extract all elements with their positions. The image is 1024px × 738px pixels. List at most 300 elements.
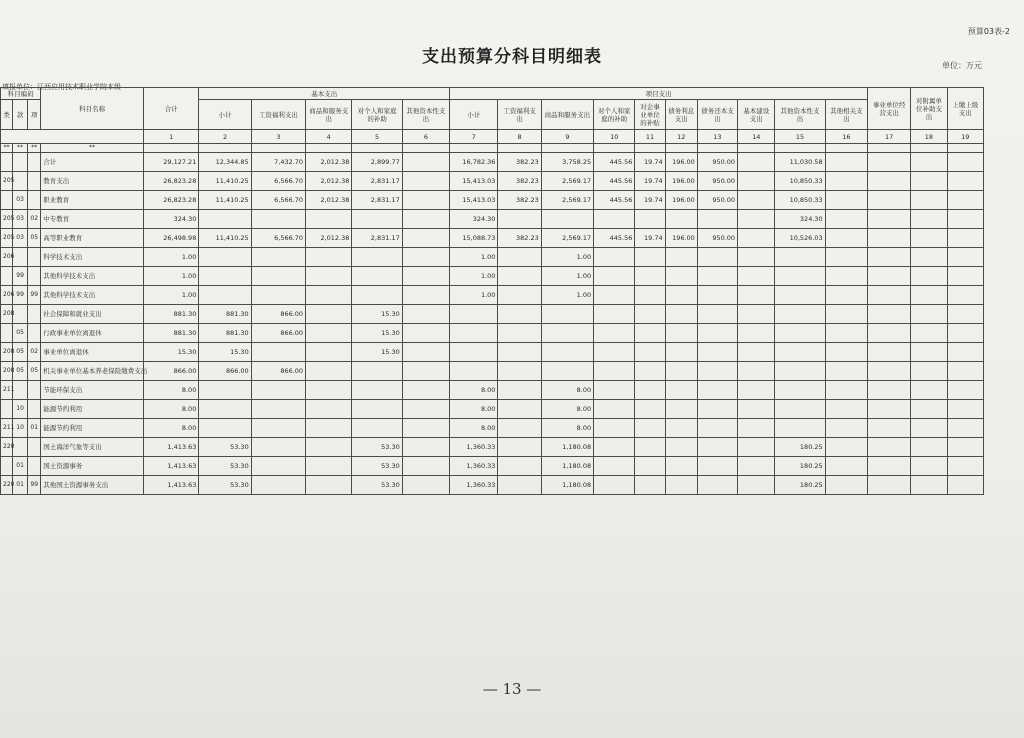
project-amount-cell xyxy=(541,362,593,381)
project-amount-cell xyxy=(594,400,635,419)
project-amount-cell: 1,360.33 xyxy=(450,476,498,495)
basic-amount-cell: 881.30 xyxy=(199,305,251,324)
project-amount-cell xyxy=(825,400,867,419)
project-amount-cell xyxy=(697,438,737,457)
subject-name-cell: 能源节约利用 xyxy=(41,400,144,419)
total-header: 合计 xyxy=(143,88,198,130)
basic-amount-cell: 2,831.17 xyxy=(352,229,402,248)
subject-name-cell: 其他国土资源事务支出 xyxy=(41,476,144,495)
other-amount-cell xyxy=(911,400,947,419)
other-amount-cell xyxy=(947,400,983,419)
basic-amount-cell xyxy=(199,210,251,229)
index-blank-cell xyxy=(1,130,144,144)
column-index-cell: 11 xyxy=(635,130,665,144)
marker-cell xyxy=(738,144,775,153)
project-amount-cell: 196.00 xyxy=(665,229,697,248)
basic-amount-cell: 2,899.77 xyxy=(352,153,402,172)
basic-amount-cell xyxy=(306,324,352,343)
basic-amount-cell xyxy=(402,267,449,286)
project-amount-cell xyxy=(594,419,635,438)
basic-amount-cell: 11,410.25 xyxy=(199,191,251,210)
project-amount-cell: 196.00 xyxy=(665,153,697,172)
basic-amount-cell xyxy=(402,305,449,324)
basic-amount-cell xyxy=(352,267,402,286)
basic-amount-cell xyxy=(402,362,449,381)
project-amount-cell: 445.56 xyxy=(594,229,635,248)
basic-amount-cell xyxy=(402,210,449,229)
basic-col-header: 对个人和家庭的补助 xyxy=(352,100,402,130)
basic-amount-cell: 881.30 xyxy=(199,324,251,343)
table-row xyxy=(1,476,984,495)
project-amount-cell xyxy=(635,305,665,324)
project-amount-cell: 445.56 xyxy=(594,191,635,210)
basic-amount-cell xyxy=(251,343,305,362)
table-row xyxy=(1,362,984,381)
project-amount-cell xyxy=(697,362,737,381)
other-amount-cell xyxy=(947,324,983,343)
xiang-code-cell: 99 xyxy=(28,476,41,495)
project-amount-cell: 15,088.73 xyxy=(450,229,498,248)
basic-amount-cell xyxy=(199,248,251,267)
lei-code-cell: 206 xyxy=(1,248,13,267)
project-amount-cell: 2,569.17 xyxy=(541,229,593,248)
project-amount-cell xyxy=(635,381,665,400)
table-row xyxy=(1,419,984,438)
basic-amount-cell xyxy=(402,286,449,305)
total-cell: 1,413.63 xyxy=(143,476,198,495)
marker-cell xyxy=(498,144,541,153)
basic-amount-cell: 6,566.70 xyxy=(251,229,305,248)
other-amount-cell xyxy=(911,286,947,305)
basic-amount-cell: 15.30 xyxy=(199,343,251,362)
lei-code-cell: 206 xyxy=(1,286,13,305)
project-amount-cell: 15,413.03 xyxy=(450,191,498,210)
page-title: 支出预算分科目明细表 xyxy=(422,47,602,67)
basic-amount-cell xyxy=(251,210,305,229)
basic-amount-cell xyxy=(402,419,449,438)
basic-amount-cell: 15.30 xyxy=(352,324,402,343)
project-amount-cell xyxy=(775,381,825,400)
project-amount-cell xyxy=(665,305,697,324)
other-amount-cell xyxy=(947,438,983,457)
project-amount-cell xyxy=(738,438,775,457)
project-amount-cell xyxy=(594,286,635,305)
basic-amount-cell xyxy=(199,419,251,438)
marker-cell xyxy=(306,144,352,153)
basic-amount-cell xyxy=(199,381,251,400)
other-amount-cell xyxy=(911,476,947,495)
project-amount-cell xyxy=(697,343,737,362)
project-amount-cell xyxy=(697,381,737,400)
project-amount-cell xyxy=(738,267,775,286)
basic-amount-cell: 53.30 xyxy=(199,457,251,476)
basic-amount-cell xyxy=(251,438,305,457)
project-amount-cell xyxy=(738,191,775,210)
project-amount-cell xyxy=(697,248,737,267)
code-group-header: 科目编码 xyxy=(1,88,41,100)
subject-name-cell: 职业教育 xyxy=(41,191,144,210)
column-index-cell: 12 xyxy=(665,130,697,144)
other-amount-cell xyxy=(868,343,911,362)
column-index-cell: 16 xyxy=(825,130,867,144)
project-amount-cell xyxy=(825,419,867,438)
subject-name-cell: 能源节约利用 xyxy=(41,419,144,438)
marker-cell xyxy=(665,144,697,153)
column-index-cell: 5 xyxy=(352,130,402,144)
project-amount-cell: 324.30 xyxy=(450,210,498,229)
basic-col-header: 商品和服务支出 xyxy=(306,100,352,130)
project-col-header: 债务利息支出 xyxy=(665,100,697,130)
marker-cell: ** xyxy=(28,144,41,153)
project-amount-cell xyxy=(594,476,635,495)
project-amount-cell: 1.00 xyxy=(541,286,593,305)
project-amount-cell xyxy=(775,267,825,286)
basic-amount-cell: 15.30 xyxy=(352,305,402,324)
table-row xyxy=(1,229,984,248)
total-cell: 1,413.63 xyxy=(143,438,198,457)
basic-amount-cell xyxy=(402,381,449,400)
project-amount-cell xyxy=(738,362,775,381)
column-index-cell: 19 xyxy=(947,130,983,144)
other-amount-cell xyxy=(868,172,911,191)
table-row xyxy=(1,400,984,419)
other-amount-cell xyxy=(868,191,911,210)
tail-col-header: 对附属单位补助支出 xyxy=(911,88,947,130)
subject-name-cell: 国土资源事务 xyxy=(41,457,144,476)
marker-cell xyxy=(143,144,198,153)
project-col-header: 对个人和家庭的补助 xyxy=(594,100,635,130)
project-amount-cell xyxy=(697,286,737,305)
kuan-code-cell: 05 xyxy=(13,362,28,381)
lei-code-cell: 208 xyxy=(1,343,13,362)
project-amount-cell: 382.23 xyxy=(498,172,541,191)
project-amount-cell xyxy=(825,210,867,229)
basic-amount-cell xyxy=(251,400,305,419)
basic-amount-cell: 2,831.17 xyxy=(352,172,402,191)
other-amount-cell xyxy=(911,210,947,229)
lei-header: 类 xyxy=(1,100,13,130)
other-amount-cell xyxy=(947,457,983,476)
project-amount-cell xyxy=(825,248,867,267)
project-amount-cell: 10,526.03 xyxy=(775,229,825,248)
other-amount-cell xyxy=(947,153,983,172)
lei-code-cell: 205 xyxy=(1,172,13,191)
lei-code-cell: 208 xyxy=(1,305,13,324)
table-row xyxy=(1,343,984,362)
name-header: 科目名称 xyxy=(41,88,144,130)
project-amount-cell xyxy=(665,267,697,286)
project-amount-cell xyxy=(825,153,867,172)
basic-amount-cell xyxy=(306,476,352,495)
xiang-code-cell: 01 xyxy=(28,419,41,438)
other-amount-cell xyxy=(868,438,911,457)
project-amount-cell xyxy=(498,267,541,286)
other-amount-cell xyxy=(911,229,947,248)
project-amount-cell: 196.00 xyxy=(665,172,697,191)
project-amount-cell xyxy=(775,286,825,305)
project-amount-cell: 180.25 xyxy=(775,438,825,457)
project-amount-cell xyxy=(697,267,737,286)
project-amount-cell xyxy=(738,305,775,324)
subject-name-cell: 科学技术支出 xyxy=(41,248,144,267)
marker-cell xyxy=(402,144,449,153)
other-amount-cell xyxy=(911,343,947,362)
unit-label: 单位：万元 xyxy=(942,61,982,70)
basic-amount-cell xyxy=(306,248,352,267)
project-amount-cell xyxy=(697,210,737,229)
project-amount-cell xyxy=(738,476,775,495)
total-cell: 8.00 xyxy=(143,381,198,400)
project-amount-cell: 19.74 xyxy=(635,191,665,210)
lei-code-cell: 211 xyxy=(1,381,13,400)
project-amount-cell xyxy=(825,381,867,400)
total-cell: 1,413.63 xyxy=(143,457,198,476)
table-row xyxy=(1,153,984,172)
project-amount-cell xyxy=(594,324,635,343)
project-amount-cell xyxy=(665,457,697,476)
project-amount-cell: 1.00 xyxy=(450,248,498,267)
column-index-cell: 1 xyxy=(143,130,198,144)
project-amount-cell xyxy=(498,324,541,343)
basic-amount-cell xyxy=(402,191,449,210)
expenditure-table xyxy=(0,87,984,495)
project-amount-cell xyxy=(635,248,665,267)
basic-amount-cell xyxy=(306,343,352,362)
marker-cell xyxy=(541,144,593,153)
column-index-cell: 9 xyxy=(541,130,593,144)
lei-code-cell: 220 xyxy=(1,476,13,495)
project-amount-cell xyxy=(498,286,541,305)
basic-amount-cell xyxy=(306,400,352,419)
project-amount-cell xyxy=(665,476,697,495)
other-amount-cell xyxy=(868,400,911,419)
total-cell: 26,823.28 xyxy=(143,172,198,191)
project-amount-cell: 1,360.33 xyxy=(450,438,498,457)
basic-amount-cell xyxy=(352,400,402,419)
project-amount-cell: 950.00 xyxy=(697,153,737,172)
lei-code-cell xyxy=(1,153,13,172)
marker-cell xyxy=(911,144,947,153)
project-amount-cell: 445.56 xyxy=(594,153,635,172)
project-amount-cell xyxy=(738,419,775,438)
project-amount-cell xyxy=(738,229,775,248)
table-row xyxy=(1,286,984,305)
lei-code-cell xyxy=(1,400,13,419)
basic-amount-cell xyxy=(251,248,305,267)
other-amount-cell xyxy=(947,267,983,286)
other-amount-cell xyxy=(911,191,947,210)
basic-amount-cell xyxy=(306,305,352,324)
subject-name-cell: 国土海洋气象等支出 xyxy=(41,438,144,457)
project-amount-cell xyxy=(594,267,635,286)
other-amount-cell xyxy=(947,343,983,362)
subject-name-cell: 行政事业单位离退休 xyxy=(41,324,144,343)
table-row xyxy=(1,305,984,324)
basic-amount-cell xyxy=(352,286,402,305)
kuan-code-cell: 01 xyxy=(13,476,28,495)
column-index-row xyxy=(1,130,984,144)
project-amount-cell: 950.00 xyxy=(697,229,737,248)
xiang-code-cell xyxy=(28,267,41,286)
kuan-code-cell: 03 xyxy=(13,191,28,210)
project-amount-cell: 1.00 xyxy=(541,267,593,286)
basic-amount-cell xyxy=(306,286,352,305)
lei-code-cell: 205 xyxy=(1,229,13,248)
lei-code-cell: 208 xyxy=(1,362,13,381)
other-amount-cell xyxy=(868,419,911,438)
table-row xyxy=(1,172,984,191)
xiang-code-cell: 05 xyxy=(28,229,41,248)
project-amount-cell xyxy=(665,362,697,381)
basic-amount-cell xyxy=(402,438,449,457)
table-row xyxy=(1,438,984,457)
lei-code-cell: 211 xyxy=(1,419,13,438)
kuan-code-cell xyxy=(13,381,28,400)
basic-amount-cell: 11,410.25 xyxy=(199,229,251,248)
tail-col-header: 上缴上级支出 xyxy=(947,88,983,130)
xiang-code-cell xyxy=(28,457,41,476)
basic-amount-cell xyxy=(251,419,305,438)
other-amount-cell xyxy=(947,305,983,324)
project-amount-cell xyxy=(825,267,867,286)
project-amount-cell xyxy=(697,324,737,343)
column-index-cell: 10 xyxy=(594,130,635,144)
project-col-header: 商品和服务支出 xyxy=(541,100,593,130)
project-amount-cell xyxy=(594,305,635,324)
column-index-cell: 8 xyxy=(498,130,541,144)
total-cell: 26,498.98 xyxy=(143,229,198,248)
marker-cell xyxy=(251,144,305,153)
project-amount-cell xyxy=(635,457,665,476)
marker-row xyxy=(1,144,984,153)
project-amount-cell: 15,413.03 xyxy=(450,172,498,191)
xiang-code-cell: 02 xyxy=(28,343,41,362)
xiang-code-cell xyxy=(28,381,41,400)
kuan-code-cell: 10 xyxy=(13,419,28,438)
table-row xyxy=(1,210,984,229)
project-amount-cell xyxy=(825,343,867,362)
marker-cell xyxy=(635,144,665,153)
project-amount-cell: 180.25 xyxy=(775,476,825,495)
column-index-cell: 4 xyxy=(306,130,352,144)
kuan-code-cell: 01 xyxy=(13,457,28,476)
other-amount-cell xyxy=(868,305,911,324)
project-amount-cell xyxy=(594,381,635,400)
subject-name-cell: 节能环保支出 xyxy=(41,381,144,400)
kuan-code-cell xyxy=(13,153,28,172)
project-amount-cell: 1,180.08 xyxy=(541,457,593,476)
project-amount-cell xyxy=(594,362,635,381)
subject-name-cell: 合计 xyxy=(41,153,144,172)
project-amount-cell xyxy=(825,362,867,381)
project-amount-cell: 8.00 xyxy=(541,400,593,419)
column-index-cell: 18 xyxy=(911,130,947,144)
project-amount-cell: 1.00 xyxy=(450,267,498,286)
marker-cell xyxy=(825,144,867,153)
total-cell: 15.30 xyxy=(143,343,198,362)
basic-amount-cell xyxy=(402,457,449,476)
marker-cell xyxy=(450,144,498,153)
project-amount-cell xyxy=(665,343,697,362)
subject-name-cell: 其他科学技术支出 xyxy=(41,267,144,286)
project-amount-cell xyxy=(738,381,775,400)
basic-amount-cell: 53.30 xyxy=(352,476,402,495)
column-index-cell: 13 xyxy=(697,130,737,144)
project-amount-cell xyxy=(665,286,697,305)
project-amount-cell xyxy=(498,343,541,362)
basic-amount-cell: 53.30 xyxy=(352,438,402,457)
marker-cell xyxy=(352,144,402,153)
xiang-code-cell xyxy=(28,153,41,172)
project-amount-cell xyxy=(738,286,775,305)
project-amount-cell xyxy=(665,324,697,343)
total-cell: 1.00 xyxy=(143,286,198,305)
project-amount-cell: 1,180.08 xyxy=(541,438,593,457)
kuan-header: 款 xyxy=(13,100,28,130)
basic-amount-cell xyxy=(306,438,352,457)
project-amount-cell xyxy=(738,248,775,267)
project-amount-cell xyxy=(775,419,825,438)
marker-cell: ** xyxy=(1,144,13,153)
project-amount-cell: 10,850.33 xyxy=(775,172,825,191)
basic-amount-cell xyxy=(352,210,402,229)
marker-cell xyxy=(594,144,635,153)
basic-amount-cell: 2,012.38 xyxy=(306,153,352,172)
other-amount-cell xyxy=(947,419,983,438)
project-amount-cell xyxy=(738,210,775,229)
project-amount-cell: 1.00 xyxy=(450,286,498,305)
xiang-code-cell xyxy=(28,172,41,191)
project-amount-cell xyxy=(594,343,635,362)
basic-amount-cell xyxy=(352,248,402,267)
basic-amount-cell xyxy=(251,476,305,495)
project-col-header: 对企事业单位的补贴 xyxy=(635,100,665,130)
other-amount-cell xyxy=(868,210,911,229)
xiang-code-cell: 05 xyxy=(28,362,41,381)
project-amount-cell: 382.23 xyxy=(498,153,541,172)
reporting-unit: 填报单位：江西应用技术职业学院本级 xyxy=(2,83,121,91)
xiang-code-cell xyxy=(28,400,41,419)
project-amount-cell: 8.00 xyxy=(541,419,593,438)
other-amount-cell xyxy=(947,210,983,229)
project-amount-cell: 382.23 xyxy=(498,229,541,248)
project-amount-cell xyxy=(697,457,737,476)
other-amount-cell xyxy=(868,267,911,286)
xiang-code-cell xyxy=(28,248,41,267)
project-amount-cell xyxy=(635,400,665,419)
basic-amount-cell xyxy=(251,457,305,476)
project-amount-cell xyxy=(775,400,825,419)
project-amount-cell: 19.74 xyxy=(635,153,665,172)
kuan-code-cell: 10 xyxy=(13,400,28,419)
project-amount-cell: 19.74 xyxy=(635,172,665,191)
basic-col-header: 小计 xyxy=(199,100,251,130)
kuan-code-cell: 03 xyxy=(13,210,28,229)
project-amount-cell xyxy=(498,248,541,267)
basic-amount-cell xyxy=(199,286,251,305)
project-amount-cell xyxy=(665,210,697,229)
project-amount-cell xyxy=(738,343,775,362)
lei-code-cell xyxy=(1,267,13,286)
other-amount-cell xyxy=(868,229,911,248)
project-amount-cell xyxy=(665,381,697,400)
other-amount-cell xyxy=(868,286,911,305)
subject-name-cell: 其他科学技术支出 xyxy=(41,286,144,305)
column-index-cell: 7 xyxy=(450,130,498,144)
other-amount-cell xyxy=(947,172,983,191)
project-amount-cell: 16,782.36 xyxy=(450,153,498,172)
project-amount-cell: 324.30 xyxy=(775,210,825,229)
